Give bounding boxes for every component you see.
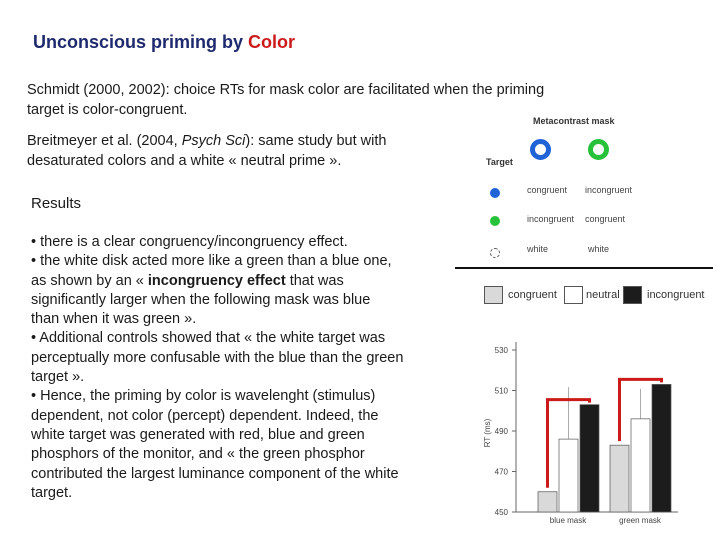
target-title: Target	[486, 157, 513, 167]
rt-bar-chart	[478, 335, 710, 535]
legend-label-incongruent: incongruent	[647, 289, 705, 301]
legend-swatch-congruent	[484, 286, 503, 304]
white-target-dot-icon	[490, 248, 500, 258]
y-tick-label: 490	[494, 427, 508, 436]
y-tick-label: 510	[494, 386, 508, 396]
bullet-emphasis: incongruency effect	[147, 272, 286, 289]
p2-line1: Breitmeyer et al. (2004,	[27, 133, 182, 149]
legend-label-neutral: neutral	[586, 289, 620, 301]
blue-target-dot-icon	[490, 188, 500, 198]
bullet-line: phosphors of the monitor, and « the green phosphor	[31, 446, 365, 463]
bullet-text: that was	[285, 272, 344, 289]
y-axis-label: RT (ms)	[483, 418, 492, 448]
p2-journal: Psych Sci	[181, 133, 246, 149]
bullet-line: • Hence, the priming by color is wavelenght (stimulus)	[31, 388, 376, 405]
bar-incongruent-green-mask	[652, 384, 671, 512]
blue-mask-ring-icon	[530, 139, 551, 160]
cell-label: congruent	[527, 185, 568, 195]
schmidt-paragraph	[27, 81, 627, 120]
cell-label: incongruent	[527, 214, 575, 224]
bar-congruent-green-mask	[610, 445, 629, 512]
bullet-line: • there is a clear congruency/incongruency effect.	[31, 234, 348, 250]
bullet-line: target ».	[31, 369, 85, 386]
y-tick-label: 450	[494, 508, 508, 517]
cell-label: congruent	[585, 214, 626, 224]
bar-incongruent-blue-mask	[580, 405, 599, 512]
y-tick-label: 470	[494, 467, 508, 477]
metacontrast-mask-title: Metacontrast mask	[533, 116, 615, 126]
slide-title	[33, 32, 295, 53]
bullet-line: significantly larger when the following mask was blue	[31, 291, 371, 308]
bullet-line: white target was generated with red, blue and green	[31, 426, 365, 443]
bullet-line: • the white disk acted more like a green than a blue one,	[31, 253, 392, 270]
legend-swatch-incongruent	[623, 286, 642, 304]
bullet-line: contributed the largest luminance component of the white	[31, 465, 399, 482]
green-target-dot-icon	[490, 216, 500, 226]
bar-congruent-blue-mask	[538, 492, 557, 512]
divider-line	[455, 267, 713, 269]
legend-label-congruent: congruent	[508, 289, 557, 301]
bar-neutral-blue-mask	[559, 439, 578, 512]
bar-neutral-green-mask	[631, 419, 650, 512]
bullet-line: perceptually more confusable with the blue than the green	[31, 349, 404, 366]
breitmeyer-paragraph	[27, 132, 457, 171]
results-heading: Results	[31, 195, 82, 212]
green-mask-ring-icon	[588, 139, 609, 160]
bullet-line: dependent, not color (percept) dependent. Indeed, the	[31, 407, 379, 424]
legend-swatch-neutral	[564, 286, 583, 304]
p1-line1: Schmidt (2000, 2002): choice RTs for mask color are facilitated when the priming	[27, 82, 545, 98]
p1-line2: target is color-congruent.	[27, 101, 188, 118]
title-main: Unconscious priming by	[33, 32, 249, 52]
p2-line2: desaturated colors and a white « neutral prime ».	[27, 152, 342, 169]
bullet-text: as shown by an «	[31, 272, 148, 289]
bullet-line: target.	[31, 484, 73, 501]
y-tick-label: 530	[494, 346, 508, 355]
x-tick-label: green mask	[619, 516, 661, 525]
cell-label: white	[527, 244, 549, 254]
x-tick-label: blue mask	[549, 516, 587, 525]
bullet-line: • Additional controls showed that « the white target was	[31, 330, 386, 347]
cell-label: white	[588, 244, 610, 254]
bullet-line: than when it was green ».	[31, 311, 197, 328]
results-bullets	[31, 233, 451, 503]
p2-line1-end: ): same study but with	[245, 133, 387, 149]
title-accent: Color	[248, 32, 296, 52]
cell-label: incongruent	[585, 185, 633, 195]
bullet-line	[31, 272, 451, 291]
